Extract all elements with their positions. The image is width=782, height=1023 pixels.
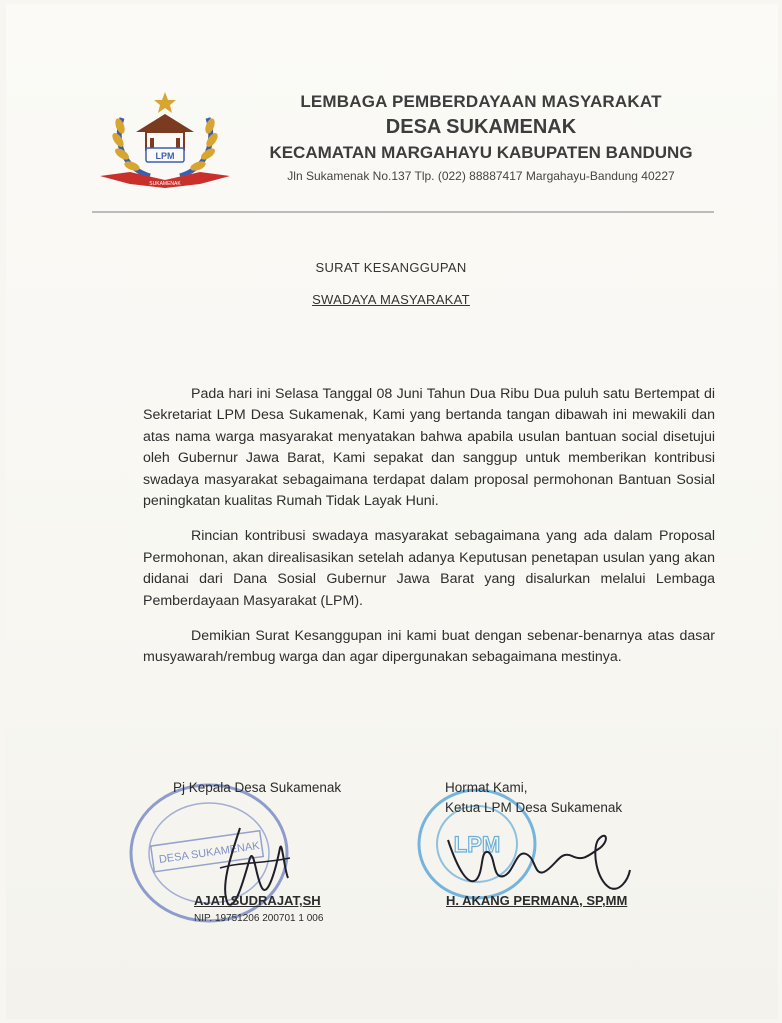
- district-name: KECAMATAN MARGAHAYU KABUPATEN BANDUNG: [269, 143, 693, 162]
- left-signatory-title: Pj Kepala Desa Sukamenak: [173, 780, 342, 795]
- letter-body: [143, 384, 715, 683]
- stamp-left-text: DESA SUKAMENAK: [158, 839, 261, 866]
- logo-text: LPM: [155, 151, 175, 161]
- left-signatory-nip: NIP. 19751206 200701 1 006: [194, 913, 324, 924]
- letterhead: [236, 92, 726, 183]
- logo-ribbon-text: SUKAMENAK: [149, 181, 181, 187]
- paragraph-details: Rincian kontribusi swadaya masyarakat sebagaimana yang ada dalam Proposal Permohonan, akan direalisasikan setelah adanya Keputusan penetapan usulan yang akan didanai dari Dana Sosial Gubernur Jawa Barat yang disalurkan melalui Lembaga Pemberdayaan Masyarakat (LPM).: [143, 528, 715, 609]
- stamp-right-text: LPM: [453, 832, 501, 857]
- organization-name: LEMBAGA PEMBERDAYAAN MASYARAKAT: [300, 92, 662, 111]
- letter-title: SURAT KESANGGUPAN: [315, 260, 467, 275]
- letterhead-divider: [92, 211, 714, 213]
- letter-subtitle-text: SWADAYA MASYARAKAT: [312, 292, 470, 307]
- left-signatory-name: AJAT SUDRAJAT,SH: [194, 893, 321, 908]
- right-signatory-title: Ketua LPM Desa Sukamenak: [445, 800, 623, 815]
- right-signature: [440, 810, 640, 900]
- lpm-logo: [100, 88, 230, 192]
- paragraph-opening: Pada hari ini Selasa Tanggal 08 Juni Tahun Dua Ribu Dua puluh satu Bertempat di Sekretariat LPM Desa Sukamenak, Kami yang bertanda tangan dibawah ini mewakili dan atas nama warga masyarakat menyatakan bahwa apabila usulan bantuan social disetujui oleh Gubernur Jawa Barat, Kami sepakat dan sanggup untuk memberikan kontribusi swadaya masyarakat sebagaimana terdapat dalam proposal permohonan Bantuan Sosial peningkatan kualitas Rumah Tidak Layak Huni.: [143, 386, 715, 510]
- right-signatory-name: H. AKANG PERMANA, SP,MM: [446, 893, 628, 908]
- right-greeting: Hormat Kami,: [445, 780, 528, 795]
- organization-address: Jln Sukamenak No.137 Tlp. (022) 88887417 Margahayu-Bandung 40227: [287, 169, 675, 183]
- letter-subtitle: [0, 292, 782, 307]
- paragraph-closing: Demikian Surat Kesanggupan ini kami buat dengan sebenar-benarnya atas dasar musyawarah/rembug warga dan agar dipergunakan sebagaimana mestinya.: [143, 628, 715, 666]
- village-name: DESA SUKAMENAK: [385, 116, 577, 138]
